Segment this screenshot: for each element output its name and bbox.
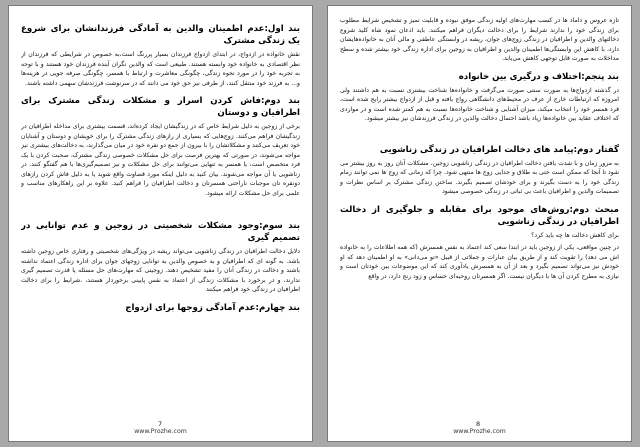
section-heading: گفتار دوم:پیامد های دخالت اطرافیان در زندگی زناشویی — [379, 144, 619, 155]
paragraph: برای کاهش دخالت ها چه باید کرد؟ — [531, 231, 619, 239]
page-number: 7 — [158, 420, 163, 428]
page-footer — [9, 426, 312, 438]
section-heading: بند سوم:وجود مشکلات شخصیتی در زوجین و عدم توانایی در تصمیم گیری — [21, 221, 300, 243]
right-page-content — [340, 16, 619, 419]
left-page-content — [21, 16, 300, 419]
section-heading: بند اول:عدم اطمینان والدین به آمادگی فرزندانشان برای شروع یک زندگی مشترک — [21, 24, 300, 46]
paragraph: در چنین مواقعی، یکی از زوجین باید در ابتدا سعی کند اعتماد به نفس همسرش (که همه اطلاعات را به خانواده اش می دهد) را تقویت کند و از طریق بیان عبارات و جملاتی از قبیل «تو می‌دانی» به او اطمینان دهد که او خودش نیز می‌تواند تصمیم بگیرد و بعد از آن به همسرش یادآوری کند که این موضوعات بین خودتان است و نیازی به مطرح کردن آن ها با دیگران نیست. اگر همسرتان روحیه‌ای حساس و زود رنج دارد، در واقع — [340, 244, 619, 280]
left-page — [8, 5, 313, 442]
paragraph: در گذشته ازدواج‌ها به صورت سنتی صورت می‌گرفت و خانواده‌ها شناخت بیشتری نسبت به هم داشتند ولی امروزه که ارتباطات خارج از عرف در محیط‌های دانشگاهی رواج یافته و قبل از ازدواج بیشتر رایج شده است، فرد همسر خود را انتخاب میکند، میزان آشنایی و شناخت خانواده‌ها نسبت به هم کمتر شده است و در مواردی که اختلاف عقاید بین خانواده‌ها زیاد باشد احتمال دخالت والدین در زندگی فرزندشان نیز بیشتر میشود. — [340, 86, 619, 122]
paragraph: تازه عروس و داماد ها در کسب مهارت‌های اولیه زندگی موفق نبوده و قابلیت تمیز و تشخیص شرایط مطلوب برای زندگی خود را ندارند شرایط را برای دخالت دیگران فراهم میکنند. باید اذعان نمود شاه کلید شروع دخالتهای والدین و اطرافیان در زندگی زوج‌های جوان، ریشه در وابستگی عاطفی و مالی آنان به خانواده‌هایشان دارد، با کاهش این وابستگی‌ها اطمینان والدین و اطرافیان به زوجین برای اداره زندگی خود بیشتر شده و سطح مداخلات به صورت قابل توجهی کاهش می‌یابد. — [340, 17, 619, 62]
paragraph: دلایل دخالت اطرافیان در زندگی زناشویی می‌تواند ریشه در ویژگی‌های شخصیتی و رفتاری خاص زوجین داشته باشد. به گونه ای که اطرافیان و به خصوص والدین به توانایی زوجهای جوان برای اداره زندگی اعتماد نداشته باشند و دخالت در زندگی آنان را مفید تشخیص دهند. زوجینی که مهارت‌های حل مسئله یا قدرت تصمیم گیری ندارند، و در برخورد با مشکلات زندگی از اعتماد به نفس پایینی برخوردار هستند، .شرایط را برای دخالت اطرافیان در زندگی خود فراهم میکنند — [21, 248, 300, 293]
footer-site[interactable]: www.Prozhe.com — [134, 428, 187, 435]
page-number: 8 — [476, 420, 481, 428]
right-page — [327, 5, 632, 442]
section-heading: مبحث دوم:روش‌های موجود برای مقابله و جلوگیری از دخالت اطرافیان در زندگی زناشویی — [340, 204, 619, 227]
section-heading: بند پنجم:اختلاف و درگیری بین خانواده — [458, 71, 619, 82]
section-heading: بند چهارم:عدم آمادگی زوجها برای ازدواج — [125, 302, 300, 313]
section-heading: بند دوم:فاش کردن اسرار و مشکلات زندگی مشترک برای اطرافیان و دوستان — [21, 96, 300, 118]
paragraph: برخی از زوجین به دلیل شرایط خاص که در زندگیشان ایجاد کرده‌اند، قسمت بیشتری برای مداخله اطرافیان در زندگیشان فراهم می‌کنند. زوج‌هایی که بسیاری از رازهای زندگی مشترک را برای خویشان و دوستان و آشنایان خود تعریف می‌کنند و مشکلاتشان را با بیرون از جمع دو نفره خود در میان می‌گذارند، به دخالت‌های بیشتری نیز مواجه می‌شوند، در صورتی که بهترین فرصت برای حل مشکلات خصوصی زندگی مشترک، صحبت کردن با یک فرد متخصص است، یا همسر به تنهایی می‌توانند برای حل مشکلات و نیز تصمیم‌گیری‌ها با هم گفتگو کنند. در زناشویی یا آن مواجه می‌شوند. بیان کنید به دلیل اینکه مورد قضاوت واقع شوید یا به دلیل فاش کردن رازهای دونفره تان موجبات ناراحتی همسرتان و دخالت اطرافیان را فراهم کنید. علاوه بر این راهکارهای مناسب و علمی برای حل مشکلات ارائه میشود. — [21, 123, 300, 197]
page-footer — [328, 426, 631, 438]
paragraph: به مرور زمان و با شدت یافتن دخالت اطرافیان در زندگی زناشویی زوجین، مشکلات آنان روز به روز بیشتر می شود تا آنجا که ممکن است حتی به طلاق و جدایی زوج ها منتهی شود. چرا که زمانی که زوج ها نمی توانند زمام زندگی خود را به دست بگیرند و برای خودشان تصمیم بگیرند. ساختن زندگی مشترک بر اساس نظرات و تصمیمات والدین و اطرافیان باعث بی ثباتی در زندگی خصوصی میشود — [340, 159, 619, 195]
paragraph: نقش خانواده در ازدواج، در ابتدای ازدواج فرزندان بسیار پررنگ است،به خصوص در شرایطی که فرزندان از نظر اقتصادی به خانواده خود وابسته هستند. طبیعی است که والدین نگران آینده فرزندان خود هستند و با توجه به تجربه خود را در مورد نحوه زندگی، چگونگی معاشرت و ارتباط با همسر، چگونگی صرفه جویی در هزینه‌ها و... به فرزند خود منتقل کنند، از طرفی نیز حق خود می دانند که در سرنوشت فرزندشان سهمی داشته باشند. — [21, 51, 300, 87]
footer-site[interactable]: www.Prozhe.com — [453, 428, 506, 435]
